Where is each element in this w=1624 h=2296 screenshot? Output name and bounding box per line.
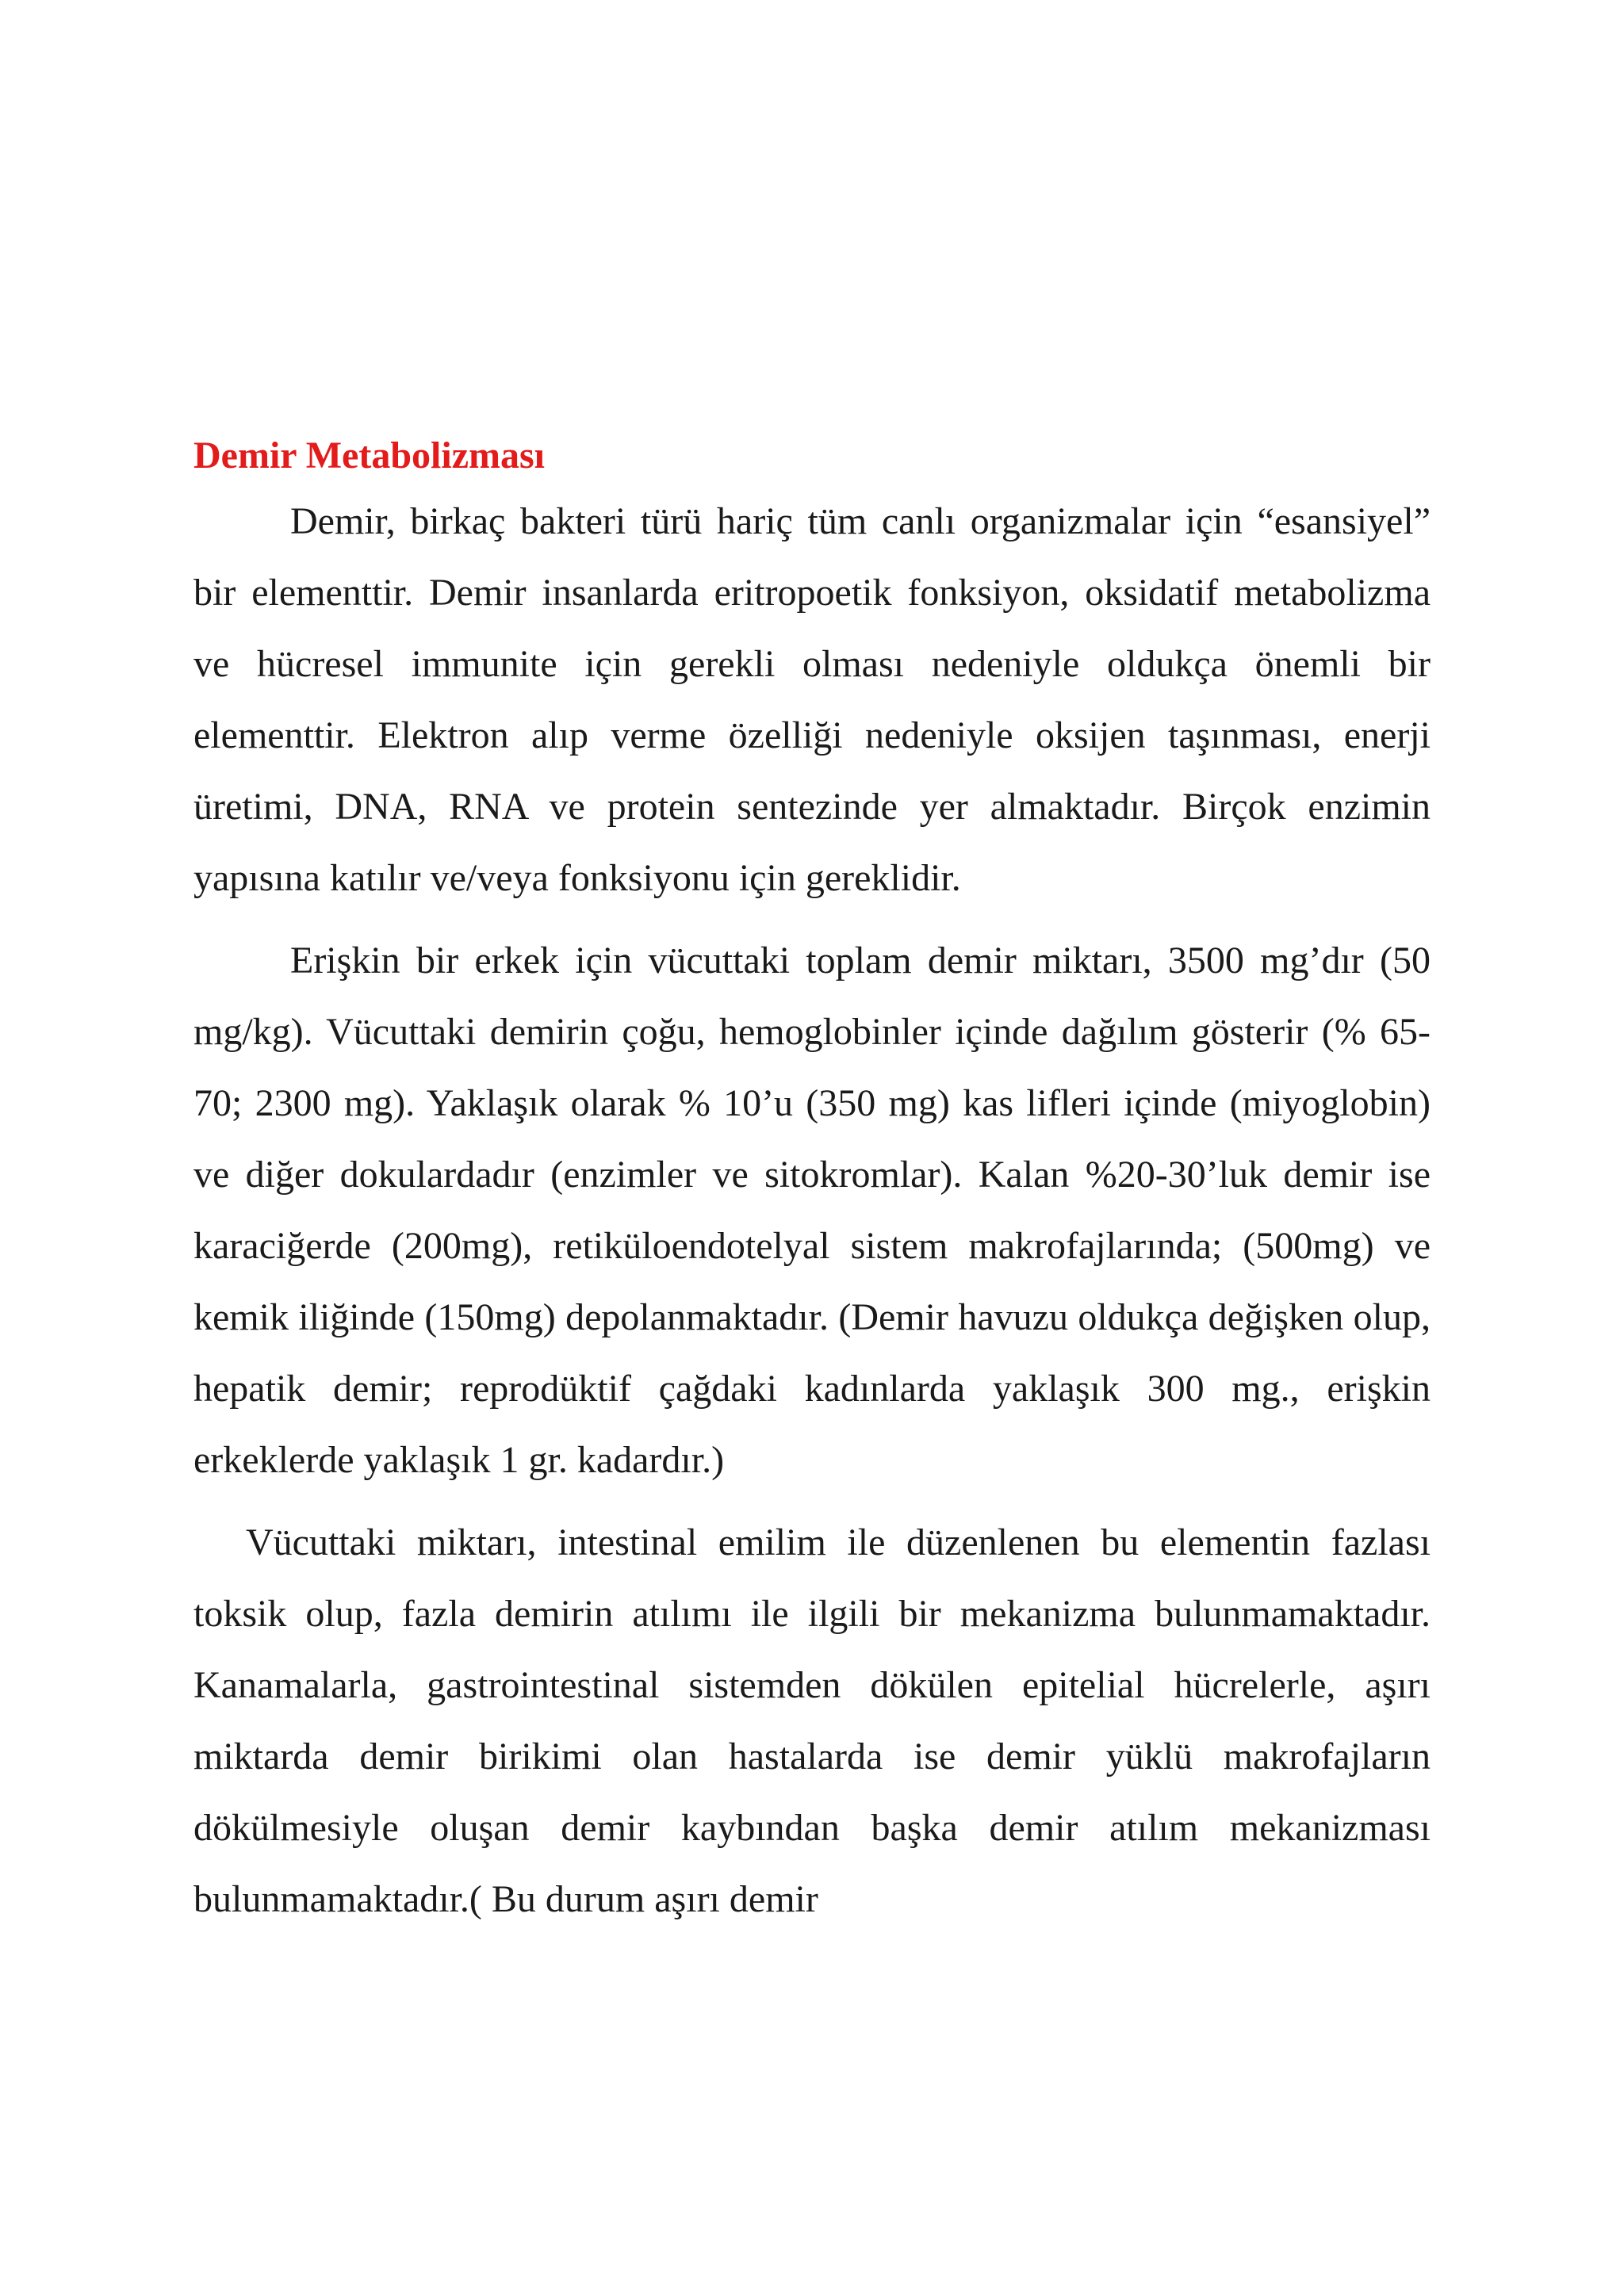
- paragraph-2: Erişkin bir erkek için vücuttaki toplam demir miktarı, 3500 mg’dır (50 mg/kg). Vücuttaki demirin çoğu, hemoglobinler içinde dağılım gösterir (% 65-70; 2300 mg). Yaklaşık olarak % 10’u (350 mg) kas lifleri içinde (miyoglobin) ve diğer dokulardadır (enzimler ve sitokromlar). Kalan %20-30’luk demir ise karaciğerde (200mg), retiküloendotelyal sistem makrofajlarında; (500mg) ve kemik iliğinde (150mg) depolanmaktadır. (Demir havuzu oldukça değişken olup, hepatik demir; reprodüktif çağdaki kadınlarda yaklaşık 300 mg., erişkin erkeklerde yaklaşık 1 gr. kadardır.): [193, 939, 1431, 1481]
- paragraph-3: Vücuttaki miktarı, intestinal emilim ile düzenlenen bu elementin fazlası toksik olup, fazla demirin atılımı ile ilgili bir mekanizma bulunmamaktadır. Kanamalarla, gastrointestinal sistemden dökülen epitelial hücrelerle, aşırı miktarda demir birikimi olan hastalarda ise demir yüklü makrofajların dökülmesiyle oluşan demir kaybından başka demir atılım mekanizması bulunmamaktadır.( Bu durum aşırı demir: [193, 1521, 1431, 1920]
- section-heading: Demir Metabolizması: [193, 434, 545, 476]
- paragraph-1: Demir, birkaç bakteri türü hariç tüm canlı organizmalar için “esansiyel” bir elementtir. Demir insanlarda eritropoetik fonksiyon, oksidatif metabolizma ve hücresel immunite için gerekli olması nedeniyle oldukça önemli bir elementtir. Elektron alıp verme özelliği nedeniyle oksijen taşınması, enerji üretimi, DNA, RNA ve protein sentezinde yer almaktadır. Birçok enzimin yapısına katılır ve/veya fonksiyonu için gereklidir.: [193, 500, 1431, 899]
- document-body: [193, 432, 1431, 1935]
